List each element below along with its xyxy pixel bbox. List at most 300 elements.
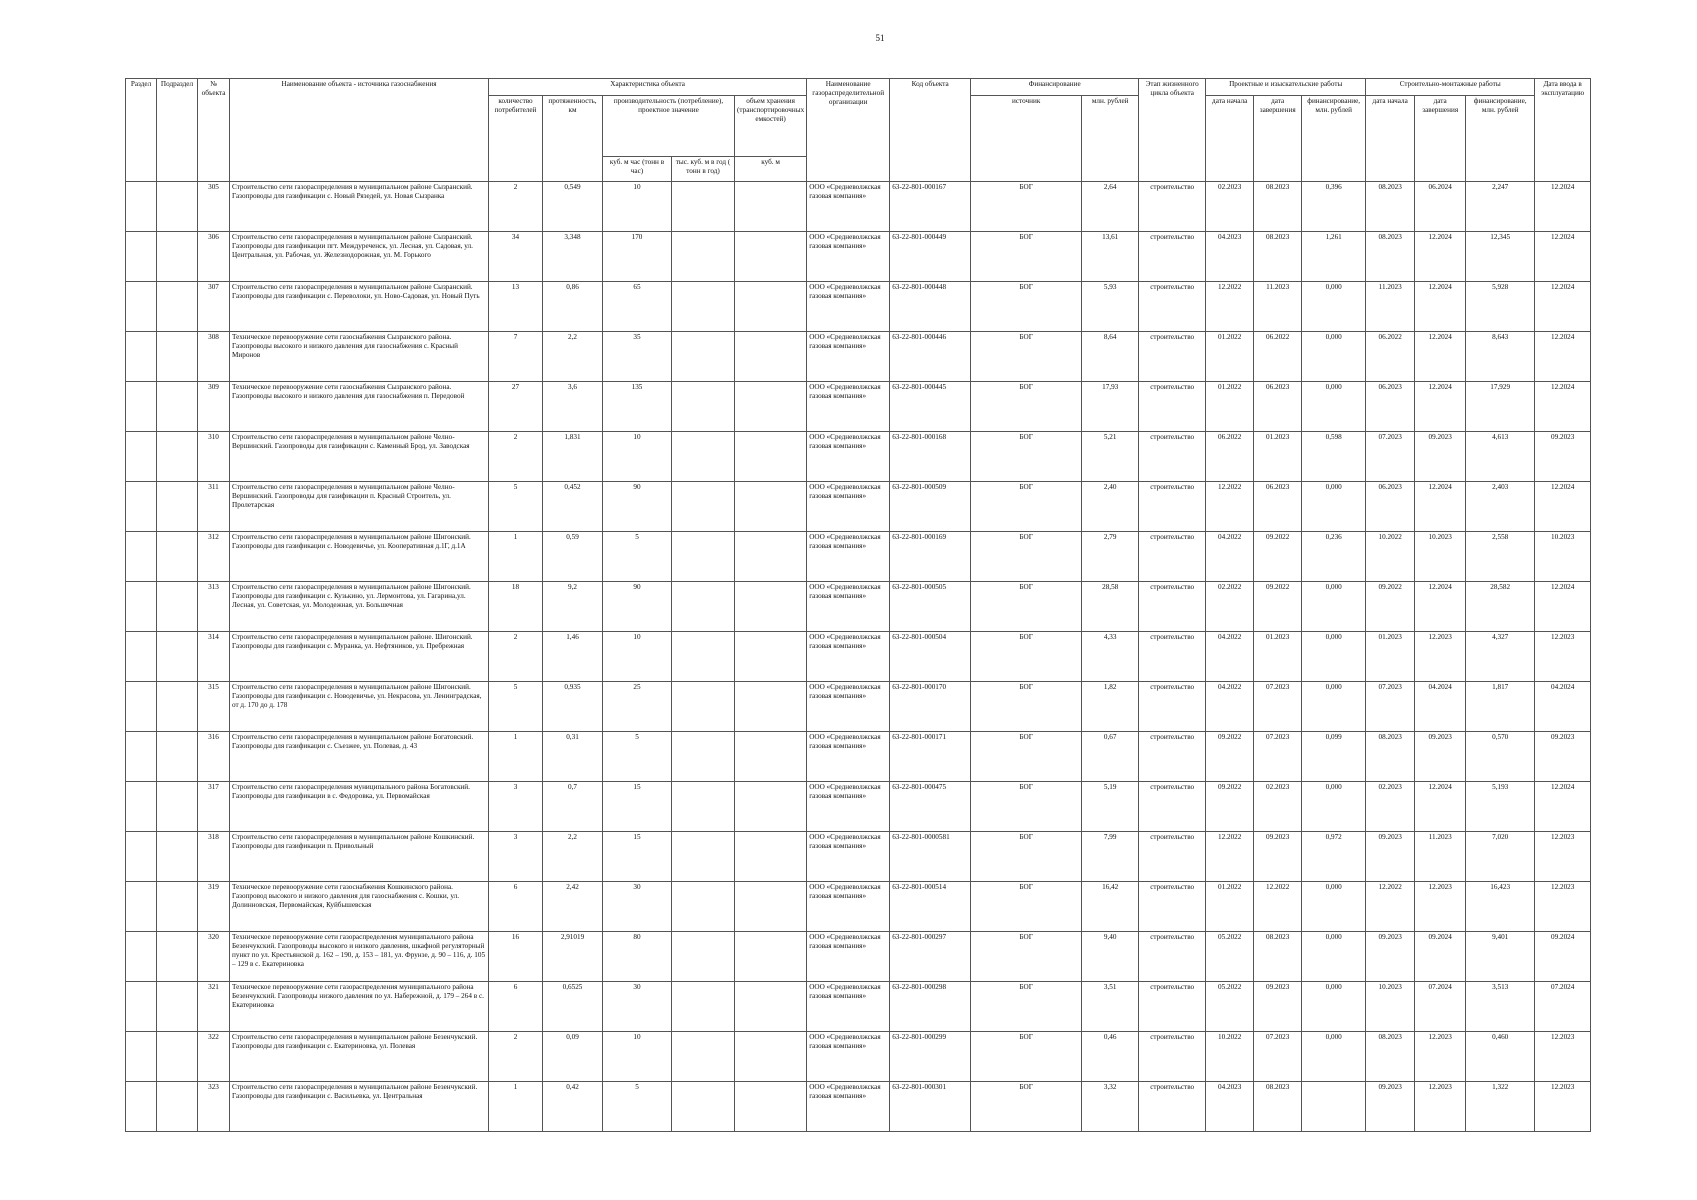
col-design-fund: финансирование, млн. рублей [1302,96,1366,182]
cell-design-start: 01.2022 [1206,332,1254,382]
cell-podrazdel [157,782,198,832]
col-financing: Финансирование [971,79,1139,96]
cell-stage: строительство [1139,432,1206,482]
cell-stage: строительство [1139,832,1206,882]
cell-design-start: 06.2022 [1206,432,1254,482]
cell-storage [735,682,807,732]
cell-length: 9,2 [543,582,603,632]
cell-source: БОГ [971,182,1082,232]
cell-podrazdel [157,682,198,732]
cell-constr-end: 12.2023 [1415,632,1466,682]
cell-constr-end: 06.2024 [1415,182,1466,232]
cell-stage: строительство [1139,932,1206,982]
cell-commission: 12.2024 [1535,182,1591,232]
table-row [126,382,1591,432]
cell-design-fund: 0,000 [1302,982,1366,1032]
cell-consumers: 7 [489,332,543,382]
cell-code: 63-22-801-000505 [890,582,971,632]
cell-storage [735,932,807,982]
cell-source: БОГ [971,332,1082,382]
cell-name: Строительство сети газораспределения в муниципальном районе. Шигонский. Газопроводы для газификации с. Муранка, ул. Нефтяников, ул. Пребрежная [230,632,489,682]
cell-podrazdel [157,882,198,932]
cell-code: 63-22-801-000167 [890,182,971,232]
cell-org: ООО «Средневолжская газовая компания» [807,832,890,882]
cell-source: БОГ [971,882,1082,932]
cell-name: Строительство сети газораспределения в муниципальном районе Безенчукский. Газопроводы для газификации с. Васильевка, ул. Центральная [230,1082,489,1132]
cell-name: Строительство сети газораспределения в муниципальном районе Челно-Вершинский. Газопроводы для газификации п. Красный Строитель, ул. Пролетарская [230,482,489,532]
cell-org: ООО «Средневолжская газовая компания» [807,732,890,782]
cell-design-end: 06.2022 [1254,332,1302,382]
cell-stage: строительство [1139,682,1206,732]
cell-code: 63-22-801-000301 [890,1082,971,1132]
cell-podrazdel [157,632,198,682]
cell-design-fund: 0,000 [1302,1032,1366,1082]
cell-consumers: 16 [489,932,543,982]
cell-cap-hour: 15 [603,782,672,832]
cell-consumers: 2 [489,1032,543,1082]
cell-org: ООО «Средневолжская газовая компания» [807,682,890,732]
cell-constr-end: 12.2024 [1415,582,1466,632]
cell-mln: 2,40 [1082,482,1139,532]
cell-source: БОГ [971,982,1082,1032]
col-constr-end: дата завершения [1415,96,1466,182]
cell-storage [735,232,807,282]
table-row [126,182,1591,232]
cell-length: 0,6525 [543,982,603,1032]
cell-constr-fund: 1,322 [1466,1082,1535,1132]
table-row [126,1082,1591,1132]
cell-design-end: 01.2023 [1254,632,1302,682]
cell-source: БОГ [971,632,1082,682]
table-row [126,232,1591,282]
cell-consumers: 2 [489,182,543,232]
cell-stage: строительство [1139,1032,1206,1082]
cell-cap-year [672,532,735,582]
cell-org: ООО «Средневолжская газовая компания» [807,1032,890,1082]
cell-stage: строительство [1139,532,1206,582]
gas-objects-table [125,78,1591,1132]
cell-cap-hour: 15 [603,832,672,882]
cell-constr-start: 09.2023 [1366,832,1415,882]
cell-source: БОГ [971,782,1082,832]
cell-design-fund: 0,000 [1302,282,1366,332]
table-row [126,332,1591,382]
cell-razdel [126,832,157,882]
cell-design-fund: 0,000 [1302,582,1366,632]
cell-cap-year [672,632,735,682]
cell-constr-fund: 5,928 [1466,282,1535,332]
cell-name: Техническое перевооружение сети газоснабжения Сызранского района. Газопроводы высокого и низкого давления для газоснабжения п. Передовой [230,382,489,432]
cell-stage: строительство [1139,232,1206,282]
cell-org: ООО «Средневолжская газовая компания» [807,882,890,932]
cell-name: Техническое перевооружение сети газораспределения муниципального района Безенчукский. Газопроводы высокого и низкого давления, шкафной регуляторный пункт по ул. Крестьянской д. 162 – 190, д. 153 – 181, ул. Фрунзе, д. 90 – 116, д. 105 – 129 в с. Екатериновка [230,932,489,982]
cell-name: Строительство сети газораспределения в муниципальном районе Сызранский. Газопроводы для газификации с. Переволоки, ул. Ново-Садовая, ул. Новый Путь [230,282,489,332]
cell-constr-start: 07.2023 [1366,682,1415,732]
col-code: Код объекта [890,79,971,182]
cell-stage: строительство [1139,782,1206,832]
cell-org: ООО «Средневолжская газовая компания» [807,482,890,532]
cell-design-fund: 0,099 [1302,732,1366,782]
cell-stage: строительство [1139,382,1206,432]
cell-razdel [126,482,157,532]
cell-cap-hour: 90 [603,582,672,632]
cell-code: 63-22-801-000504 [890,632,971,682]
cell-razdel [126,432,157,482]
cell-consumers: 5 [489,682,543,732]
cell-cap-year [672,882,735,932]
cell-constr-start: 08.2023 [1366,732,1415,782]
table-row [126,882,1591,932]
cell-razdel [126,982,157,1032]
cell-constr-start: 06.2022 [1366,332,1415,382]
cell-org: ООО «Средневолжская газовая компания» [807,282,890,332]
cell-design-start: 04.2022 [1206,632,1254,682]
cell-code: 63-22-801-000475 [890,782,971,832]
cell-consumers: 27 [489,382,543,432]
table-row [126,532,1591,582]
cell-constr-fund: 2,558 [1466,532,1535,582]
cell-cap-year [672,182,735,232]
cell-design-end: 08.2023 [1254,1082,1302,1132]
cell-length: 2,42 [543,882,603,932]
cell-source: БОГ [971,682,1082,732]
table-row [126,282,1591,332]
table-row [126,982,1591,1032]
cell-org: ООО «Средневолжская газовая компания» [807,1082,890,1132]
cell-constr-start: 06.2023 [1366,482,1415,532]
cell-stage: строительство [1139,282,1206,332]
cell-design-fund [1302,1082,1366,1132]
cell-storage [735,282,807,332]
cell-consumers: 2 [489,632,543,682]
cell-constr-end: 12.2023 [1415,1082,1466,1132]
cell-mln: 13,61 [1082,232,1139,282]
cell-storage [735,982,807,1032]
cell-razdel [126,332,157,382]
cell-name: Техническое перевооружение сети газоснабжения Кошкинского района. Газопровод высокого и низкого давления для газоснабжения с. Кошки, ул. Долинновская, Первомайская, Куйбышевская [230,882,489,932]
cell-design-end: 09.2023 [1254,982,1302,1032]
cell-design-start: 12.2022 [1206,282,1254,332]
cell-name: Строительство сети газораспределения в муниципальном районе Шигонский. Газопроводы для газификации с. Новодевичье, ул. Некрасова, ул. Ленинградская, от д. 170 до д. 178 [230,682,489,732]
cell-cap-hour: 10 [603,182,672,232]
cell-design-start: 01.2022 [1206,382,1254,432]
cell-cap-year [672,232,735,282]
cell-commission: 10.2023 [1535,532,1591,582]
cell-razdel [126,532,157,582]
cell-org: ООО «Средневолжская газовая компания» [807,532,890,582]
cell-code: 63-22-801-000168 [890,432,971,482]
cell-cap-year [672,832,735,882]
cell-source: БОГ [971,932,1082,982]
cell-org: ООО «Средневолжская газовая компания» [807,982,890,1032]
cell-podrazdel [157,332,198,382]
cell-constr-fund: 0,570 [1466,732,1535,782]
col-storage-unit: куб. м [735,157,807,182]
cell-podrazdel [157,832,198,882]
cell-consumers: 2 [489,432,543,482]
cell-org: ООО «Средневолжская газовая компания» [807,932,890,982]
cell-design-end: 09.2023 [1254,832,1302,882]
cell-razdel [126,732,157,782]
col-design-end: дата завершения [1254,96,1302,182]
cell-design-end: 08.2023 [1254,232,1302,282]
col-length: протяженность, км [543,96,603,182]
cell-mln: 1,82 [1082,682,1139,732]
cell-commission: 12.2024 [1535,232,1591,282]
cell-name: Строительство сети газораспределения в муниципальном районе Шигонский. Газопроводы для газификации с. Новодевичье, ул. Кооперативная д.1Г, д.1А [230,532,489,582]
cell-design-end: 07.2023 [1254,732,1302,782]
cell-code: 63-22-801-000170 [890,682,971,732]
cell-code: 63-22-801-000297 [890,932,971,982]
cell-source: БОГ [971,282,1082,332]
cell-source: БОГ [971,432,1082,482]
cell-length: 3,348 [543,232,603,282]
cell-storage [735,882,807,932]
cell-constr-end: 10.2023 [1415,532,1466,582]
cell-code: 63-22-801-000514 [890,882,971,932]
table-row [126,832,1591,882]
cell-constr-end: 12.2024 [1415,482,1466,532]
cell-design-start: 04.2022 [1206,532,1254,582]
cell-org: ООО «Средневолжская газовая компания» [807,232,890,282]
cell-code: 63-22-801-000448 [890,282,971,332]
cell-commission: 09.2023 [1535,732,1591,782]
cell-mln: 28,58 [1082,582,1139,632]
cell-cap-hour: 90 [603,482,672,532]
cell-constr-start: 09.2023 [1366,1082,1415,1132]
cell-design-start: 12.2022 [1206,482,1254,532]
cell-num: 321 [198,982,230,1032]
cell-design-start: 05.2022 [1206,982,1254,1032]
cell-source: БОГ [971,1032,1082,1082]
cell-cap-hour: 65 [603,282,672,332]
cell-commission: 12.2023 [1535,1082,1591,1132]
cell-code: 63-22-801-000299 [890,1032,971,1082]
cell-razdel [126,182,157,232]
cell-constr-start: 10.2023 [1366,982,1415,1032]
cell-code: 63-22-801-000509 [890,482,971,532]
cell-name: Строительство сети газораспределения в муниципальном районе Сызранский. Газопроводы для газификации с. Новый Рязедей, ул. Новая Сызранка [230,182,489,232]
cell-storage [735,332,807,382]
cell-cap-year [672,382,735,432]
cell-stage: строительство [1139,332,1206,382]
cell-commission: 04.2024 [1535,682,1591,732]
cell-code: 63-22-801-000298 [890,982,971,1032]
cell-design-end: 07.2023 [1254,1032,1302,1082]
cell-constr-fund: 4,613 [1466,432,1535,482]
cell-source: БОГ [971,482,1082,532]
cell-design-end: 06.2023 [1254,482,1302,532]
cell-consumers: 3 [489,782,543,832]
cell-constr-end: 09.2024 [1415,932,1466,982]
cell-stage: строительство [1139,732,1206,782]
cell-stage: строительство [1139,982,1206,1032]
cell-design-start: 05.2022 [1206,932,1254,982]
col-mln: млн. рублей [1082,96,1139,182]
cell-design-start: 04.2022 [1206,682,1254,732]
cell-commission: 12.2024 [1535,382,1591,432]
cell-consumers: 6 [489,882,543,932]
cell-design-fund: 0,236 [1302,532,1366,582]
cell-podrazdel [157,1082,198,1132]
cell-constr-fund: 4,327 [1466,632,1535,682]
cell-commission: 12.2023 [1535,832,1591,882]
cell-design-start: 10.2022 [1206,1032,1254,1082]
cell-num: 306 [198,232,230,282]
cell-design-fund: 0,000 [1302,932,1366,982]
table-row [126,732,1591,782]
cell-design-end: 07.2023 [1254,682,1302,732]
cell-org: ООО «Средневолжская газовая компания» [807,382,890,432]
cell-mln: 7,99 [1082,832,1139,882]
cell-storage [735,632,807,682]
cell-storage [735,432,807,482]
table-row [126,632,1591,682]
cell-stage: строительство [1139,1082,1206,1132]
cell-constr-fund: 9,401 [1466,932,1535,982]
cell-consumers: 3 [489,832,543,882]
cell-length: 3,6 [543,382,603,432]
col-construction: Строительно-монтажные работы [1366,79,1535,96]
cell-razdel [126,1032,157,1082]
cell-design-fund: 0,000 [1302,682,1366,732]
cell-mln: 3,51 [1082,982,1139,1032]
cell-razdel [126,632,157,682]
cell-cap-year [672,1082,735,1132]
cell-consumers: 6 [489,982,543,1032]
cell-cap-year [672,432,735,482]
cell-name: Техническое перевооружение сети газоснабжения Сызранского района. Газопроводы высокого и низкого давления для газоснабжения с. Красный Миронов [230,332,489,382]
cell-cap-year [672,482,735,532]
cell-constr-end: 09.2023 [1415,732,1466,782]
cell-podrazdel [157,982,198,1032]
cell-num: 311 [198,482,230,532]
cell-cap-year [672,582,735,632]
cell-constr-fund: 2,247 [1466,182,1535,232]
col-num: № объекта [198,79,230,182]
cell-storage [735,482,807,532]
cell-source: БОГ [971,232,1082,282]
cell-cap-hour: 135 [603,382,672,432]
cell-podrazdel [157,482,198,532]
table-row [126,482,1591,532]
cell-stage: строительство [1139,582,1206,632]
col-org: Наименование газораспределительной организации [807,79,890,182]
cell-consumers: 1 [489,1082,543,1132]
cell-name: Строительство сети газораспределения в муниципальном районе Кошкинский. Газопроводы для газификации п. Привольный [230,832,489,882]
cell-commission: 12.2023 [1535,882,1591,932]
cell-storage [735,832,807,882]
cell-constr-start: 08.2023 [1366,232,1415,282]
col-constr-start: дата начала [1366,96,1415,182]
col-consumers: количество потребителей [489,96,543,182]
cell-storage [735,582,807,632]
cell-constr-end: 07.2024 [1415,982,1466,1032]
cell-cap-hour: 10 [603,632,672,682]
cell-storage [735,732,807,782]
cell-name: Строительство сети газораспределения муниципального района Богатовский. Газопроводы для газификации в с. Федоровка, ул. Первомайская [230,782,489,832]
cell-design-end: 08.2023 [1254,932,1302,982]
cell-razdel [126,1082,157,1132]
cell-consumers: 1 [489,732,543,782]
table-row [126,682,1591,732]
cell-consumers: 5 [489,482,543,532]
cell-commission: 12.2024 [1535,282,1591,332]
col-razdel: Раздел [126,79,157,182]
cell-design-fund: 0,598 [1302,432,1366,482]
cell-source: БОГ [971,732,1082,782]
cell-design-fund: 0,000 [1302,632,1366,682]
cell-commission: 09.2023 [1535,432,1591,482]
cell-constr-start: 10.2022 [1366,532,1415,582]
cell-cap-hour: 5 [603,732,672,782]
col-design: Проектные и изыскательские работы [1206,79,1366,96]
cell-cap-year [672,1032,735,1082]
cell-storage [735,382,807,432]
cell-stage: строительство [1139,482,1206,532]
cell-mln: 2,79 [1082,532,1139,582]
cell-design-end: 09.2022 [1254,582,1302,632]
cell-length: 1,46 [543,632,603,682]
cell-num: 305 [198,182,230,232]
cell-length: 2,2 [543,332,603,382]
cell-podrazdel [157,582,198,632]
cell-mln: 0,46 [1082,1032,1139,1082]
cell-commission: 12.2023 [1535,632,1591,682]
cell-podrazdel [157,1032,198,1082]
cell-num: 312 [198,532,230,582]
cell-constr-start: 09.2023 [1366,932,1415,982]
cell-podrazdel [157,182,198,232]
cell-consumers: 18 [489,582,543,632]
cell-source: БОГ [971,582,1082,632]
cell-constr-fund: 5,193 [1466,782,1535,832]
cell-cap-hour: 5 [603,532,672,582]
cell-code: 63-22-801-000445 [890,382,971,432]
table-row [126,432,1591,482]
cell-num: 309 [198,382,230,432]
cell-cap-year [672,932,735,982]
cell-source: БОГ [971,382,1082,432]
cell-constr-fund: 12,345 [1466,232,1535,282]
cell-length: 2,2 [543,832,603,882]
cell-constr-start: 11.2023 [1366,282,1415,332]
col-cap-hour: куб. м час (тонн в час) [603,157,672,182]
cell-constr-end: 04.2024 [1415,682,1466,732]
cell-name: Техническое перевооружение сети газораспределения муниципального района Безенчукский. Газопроводы низкого давления по ул. Набережной, д. 179 – 264 в с. Екатериновка [230,982,489,1032]
cell-podrazdel [157,432,198,482]
cell-design-end: 01.2023 [1254,432,1302,482]
cell-mln: 0,67 [1082,732,1139,782]
cell-commission: 07.2024 [1535,982,1591,1032]
cell-design-fund: 1,261 [1302,232,1366,282]
cell-num: 316 [198,732,230,782]
cell-constr-end: 12.2024 [1415,282,1466,332]
cell-length: 0,935 [543,682,603,732]
cell-length: 0,86 [543,282,603,332]
cell-source: БОГ [971,832,1082,882]
cell-name: Строительство сети газораспределения в муниципальном районе Богатовский. Газопроводы для газификации с. Съезжее, ул. Полевая, д. 43 [230,732,489,782]
cell-mln: 5,21 [1082,432,1139,482]
cell-design-fund: 0,396 [1302,182,1366,232]
cell-razdel [126,382,157,432]
table-row [126,932,1591,982]
cell-org: ООО «Средневолжская газовая компания» [807,332,890,382]
cell-cap-hour: 170 [603,232,672,282]
cell-design-end: 02.2023 [1254,782,1302,832]
cell-commission: 12.2024 [1535,332,1591,382]
cell-constr-end: 09.2023 [1415,432,1466,482]
